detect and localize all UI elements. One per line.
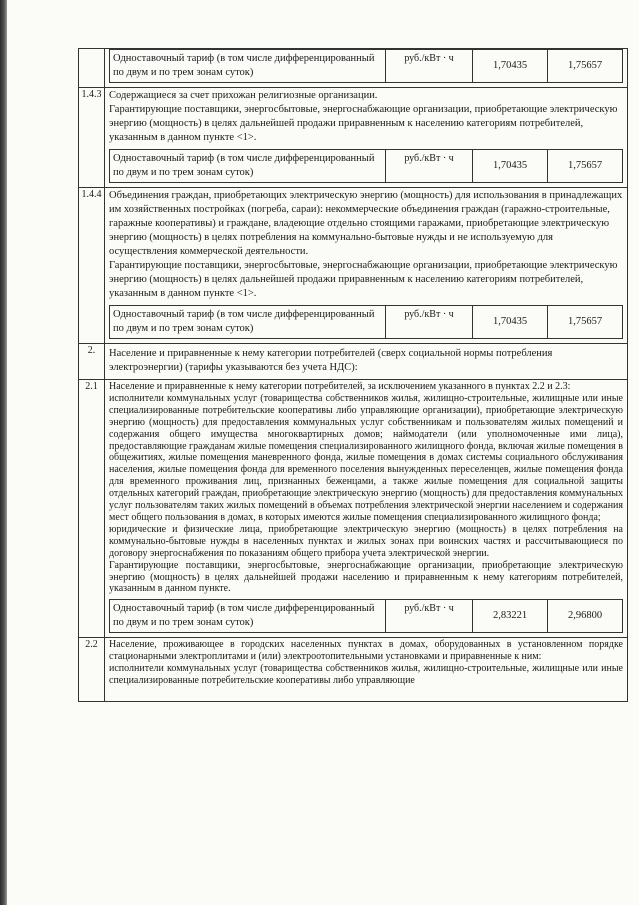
paragraph: Гарантирующие поставщики, энергосбытовые, энергоснабжающие организации, приобретающие электрическую энергию (мощность) в целях дальнейшей продажи приравненным к населению категориям потребителей, указанным в данном пункте <1>. bbox=[109, 104, 618, 143]
tariff-line bbox=[109, 49, 623, 83]
tariff-value-first-half: 1,70435 bbox=[473, 50, 548, 83]
tariff-value-first-half: 1,70435 bbox=[473, 150, 548, 183]
row-number: 2. bbox=[79, 344, 105, 380]
tariff-label: Одноставочный тариф (в том числе дифференцированный по двум и по трем зонам суток) bbox=[110, 306, 386, 339]
tariff-label: Одноставочный тариф (в том числе дифференцированный по двум и по трем зонам суток) bbox=[110, 600, 386, 633]
section-heading: Население и приравненные к нему категории потребителей (сверх социальной нормы потребления электроэнергии) (тарифы указываются без учета НДС): bbox=[109, 348, 553, 373]
paragraph: исполнители коммунальных услуг (товарищества собственников жилья, жилищно-строительные, жилищные или иные специализированные потребительские кооперативы либо управляющие bbox=[109, 663, 623, 687]
table-row bbox=[79, 380, 628, 638]
paragraph: Гарантирующие поставщики, энергосбытовые, энергоснабжающие организации, приобретающие электрическую энергию (мощность) в целях дальнейшей продажи населению и приравненным к нему категориям потребителей, указанным в данном пункте. bbox=[109, 559, 623, 595]
tariff-line bbox=[109, 149, 623, 183]
table-row bbox=[79, 638, 628, 702]
tariff-label: Одноставочный тариф (в том числе дифференцированный по двум и по трем зонам суток) bbox=[110, 50, 386, 83]
paragraph: Гарантирующие поставщики, энергосбытовые, энергоснабжающие организации, приобретающие электрическую энергию (мощность) в целях дальнейшей продажи приравненным к населению категориям потребителей, указанным в данном пункте <1>. bbox=[109, 260, 618, 299]
tariff-unit: руб./кВт · ч bbox=[386, 600, 473, 633]
row-number: 1.4.3 bbox=[79, 88, 105, 188]
paragraph: юридические и физические лица, приобретающие электрическую энергию (мощность) в целях потребления на коммунально-бытовые нужды в населенных пунктах и жилых зонах при воинских частях и рассчитывающиеся по договору энергоснабжения по показаниям общего прибора учета электрической энергии. bbox=[109, 523, 623, 559]
row-number bbox=[79, 49, 105, 88]
tariff-label: Одноставочный тариф (в том числе дифференцированный по двум и по трем зонам суток) bbox=[110, 150, 386, 183]
tariff-document bbox=[78, 48, 628, 702]
paragraph: исполнители коммунальных услуг (товарищества собственников жилья, жилищно-строительные, жилищные или иные специализированные потребительские кооперативы либо управляющие организации), приобретающие электрическую энергию (мощность) для предоставления коммунальных услуг собственникам и пользователям жилых помещений и содержания общего имущества многоквартирных домов; наймодатели (или уполномоченные ими лица), предоставляющие гражданам жилые помещения специализированного жилищного фонда, включая жилые помещения в общежитиях, жилые помещения маневренного фонда, жилые помещения в домах системы социального обслуживания населения, жилые помещения фонда для временного поселения вынужденных переселенцев, жилые помещения фонда для временного проживания лиц, признанных беженцами, а также жилые помещения для социальной защиты отдельных категорий граждан, приобретающие электрическую энергию (мощность) для предоставления коммунальных услуг пользователям таких жилых помещений в объемах потребления электрической энергии населением и содержания мест общего пользования в домах, в которых имеются жилые помещения специализированного жилищного фонда; bbox=[109, 392, 623, 523]
table-row bbox=[79, 188, 628, 344]
tariff-unit: руб./кВт · ч bbox=[386, 306, 473, 339]
row-number: 1.4.4 bbox=[79, 188, 105, 344]
tariff-value-second-half: 2,96800 bbox=[548, 600, 623, 633]
paragraph: Объединения граждан, приобретающих электрическую энергию (мощность) для использования в принадлежащих им хозяйственных постройках (погреба, сараи): некоммерческие объединения граждан (гаражно-строительные, гаражные кооперативы) и граждане, владеющие отдельно стоящими гаражами, приобретающие электрическую энергию (мощность) в целях потребления на коммунально-бытовые нужды и не используемую для осуществления коммерческой деятельности. bbox=[109, 190, 623, 257]
paragraph: Население, проживающее в городских населенных пунктах в домах, оборудованных в установленном порядке стационарными электроплитами и (или) электроотопительными установками и приравненные к ним: bbox=[109, 639, 623, 663]
table-row bbox=[79, 88, 628, 188]
paragraph: Содержащиеся за счет прихожан религиозные организации. bbox=[109, 90, 378, 101]
tariff-value-second-half: 1,75657 bbox=[548, 306, 623, 339]
paragraph: Население и приравненные к нему категории потребителей, за исключением указанного в пунктах 2.2 и 2.3: bbox=[109, 381, 571, 392]
tariff-unit: руб./кВт · ч bbox=[386, 150, 473, 183]
table-row bbox=[79, 344, 628, 380]
table-row bbox=[79, 49, 628, 88]
tariff-table bbox=[78, 48, 628, 702]
tariff-value-first-half: 2,83221 bbox=[473, 600, 548, 633]
tariff-value-first-half: 1,70435 bbox=[473, 306, 548, 339]
tariff-line bbox=[109, 599, 623, 633]
scan-edge bbox=[0, 0, 7, 905]
row-number: 2.2 bbox=[79, 638, 105, 702]
tariff-value-second-half: 1,75657 bbox=[548, 50, 623, 83]
tariff-value-second-half: 1,75657 bbox=[548, 150, 623, 183]
tariff-unit: руб./кВт · ч bbox=[386, 50, 473, 83]
row-number: 2.1 bbox=[79, 380, 105, 638]
tariff-line bbox=[109, 305, 623, 339]
